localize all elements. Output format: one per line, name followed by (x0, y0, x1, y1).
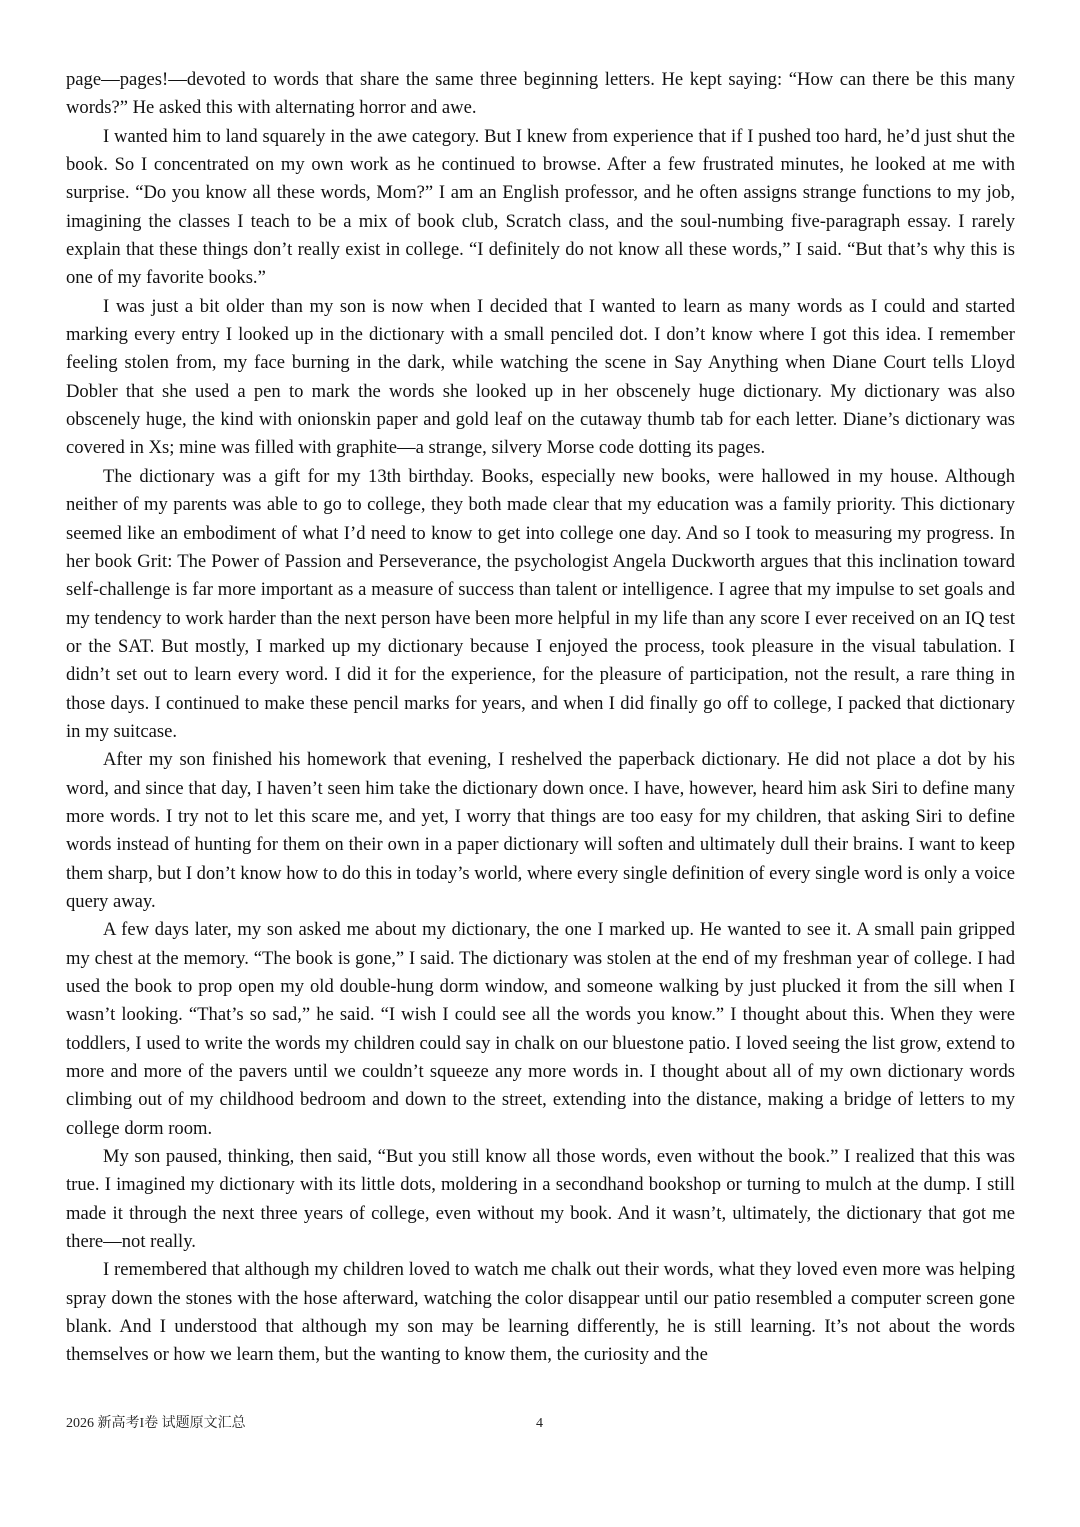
paragraph-4: The dictionary was a gift for my 13th birthday. Books, especially new books, were hallowed in my house. Although neither of my parents was able to go to college, they both made clear that my education was a family priority. This dictionary seemed like an embodiment of what I’d need to know to get into college one day. And so I took to measuring my progress. In her book Grit: The Power of Passion and Perseverance, the psychologist Angela Duckworth argues that this inclination toward self-challenge is far more important as a measure of success than talent or intelligence. I agree that my impulse to set goals and my tendency to work harder than the next person have been more helpful in my life than any score I ever received on an IQ test or the SAT. But mostly, I marked up my dictionary because I enjoyed the process, took pleasure in the visual tabulation. I didn’t set out to learn every word. I did it for the experience, for the pleasure of participation, not the result, a rare thing in those days. I continued to make these pencil marks for years, and when I did finally go off to college, I packed that dictionary in my suitcase. (66, 465, 1015, 742)
paragraph-3: I was just a bit older than my son is now when I decided that I wanted to learn as many words as I could and started marking every entry I looked up in the dictionary with a small penciled dot. I don’t know where I got this idea. I remember feeling stolen from, my face burning in the dark, while watching the scene in Say Anything when Diane Court tells Lloyd Dobler that she used a pen to mark the words she looked up in her obscenely huge dictionary. My dictionary was also obscenely huge, the kind with onionskin paper and gold leaf on the cutaway thumb tab for each letter. Diane’s dictionary was covered in Xs; mine was filled with graphite—a strange, silvery Morse code dotting its pages. (66, 295, 1015, 459)
paragraph-7: My son paused, thinking, then said, “But you still know all those words, even without the book.” I realized that this was true. I imagined my dictionary with its little dots, moldering in a secondhand bookshop or turning to mulch at the dump. I still made it through the next three years of college, even without my book. And it wasn’t, ultimately, the dictionary that got me there—not really. (66, 1146, 1015, 1253)
paragraph-6: A few days later, my son asked me about my dictionary, the one I marked up. He wanted to see it. A small pain gripped my chest at the memory. “The book is gone,” I said. The dictionary was stolen at the end of my freshman year of college. I had used the book to prop open my old double-hung dorm window, and someone walking by just plucked it from the sill when I wasn’t looking. “That’s so sad,” he said. “I wish I could see all the words you know.” I thought about this. When they were toddlers, I used to write the words my children could say in chalk on our bluestone patio. I loved seeing the list grow, extend to more and more of the pavers until we couldn’t squeeze any more words in. I thought about all of my own dictionary words climbing out of my childhood bedroom and down to the street, extending into the distance, making a bridge of letters to my college dorm room. (66, 919, 1015, 1139)
page-number: 4 (536, 1416, 543, 1431)
footer-title: 2026 新高考I卷 试题原文汇总 (66, 1416, 246, 1431)
paragraph-2: I wanted him to land squarely in the awe category. But I knew from experience that if I pushed too hard, he’d just shut the book. So I concentrated on my own work as he continued to browse. After a few frustrated minutes, he looked at me with surprise. “Do you know all these words, Mom?” I am an English professor, and he often assigns strange functions to my job, imagining the classes I teach to be a mix of book club, Scratch class, and the soul-numbing five-paragraph essay. I rarely explain that these things don’t really exist in college. “I definitely do not know all these words,” I said. “But that’s why this is one of my favorite books.” (66, 125, 1015, 289)
paragraph-8: I remembered that although my children loved to watch me chalk out their words, what they loved even more was helping spray down the stones with the hose afterward, watching the color disappear until our patio resembled a computer screen gone blank. And I understood that although my son may be learning differently, he is still learning. It’s not about the words themselves or how we learn them, but the wanting to know them, the curiosity and the (66, 1259, 1015, 1366)
paragraph-1: page—pages!—devoted to words that share the same three beginning letters. He kept saying: “How can there be this many words?” He asked this with alternating horror and awe. (66, 69, 1015, 119)
paragraph-5: After my son finished his homework that evening, I reshelved the paperback dictionary. He did not place a dot by his word, and since that day, I haven’t seen him take the dictionary down once. I have, however, heard him ask Siri to define many more words. I try not to let this scare me, and yet, I worry that things are too easy for my children, that asking Siri to define words instead of hunting for them on their own in a paper dictionary will soften and ultimately dull their brains. I want to keep them sharp, but I don’t know how to do this in today’s world, where every single definition of every single word is only a voice query away. (66, 749, 1015, 912)
article-body (66, 66, 1015, 1370)
